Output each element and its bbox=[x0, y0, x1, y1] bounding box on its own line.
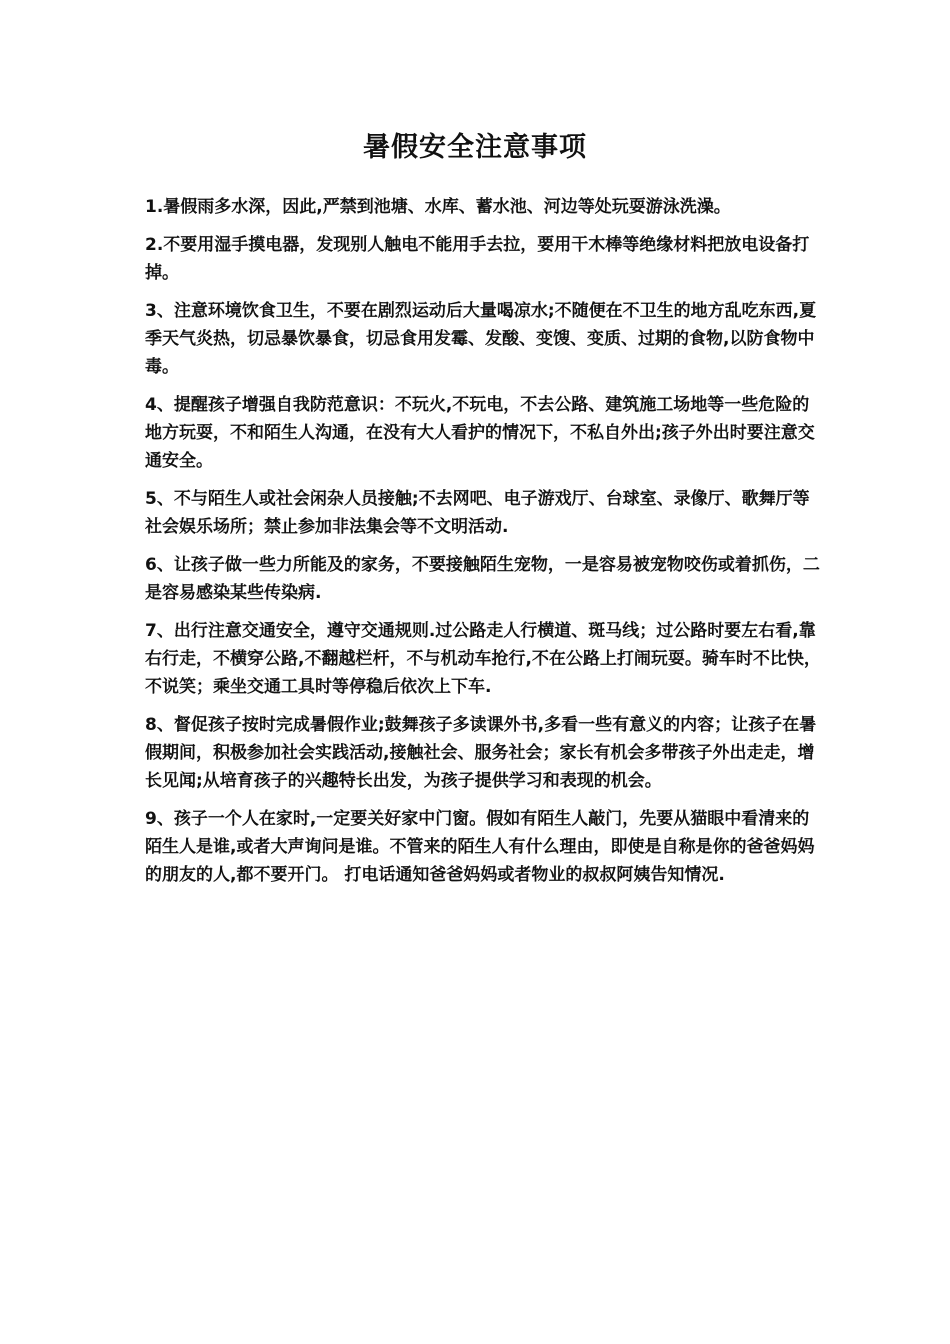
list-item: 7、出行注意交通安全，遵守交通规则.过公路走人行横道、斑马线；过公路时要左右看,靠右行走，不横穿公路,不翻越栏杆，不与机动车抢行,不在公路上打闹玩耍。骑车时不比快，不说笑；乘坐交通工具时等停稳后依次上下车. bbox=[145, 621, 821, 697]
list-item: 4、提醒孩子增强自我防范意识：不玩火,不玩电，不去公路、建筑施工场地等一些危险的地方玩耍，不和陌生人沟通，在没有大人看护的情况下，不私自外出;孩子外出时要注意交通安全。 bbox=[145, 395, 815, 471]
list-item: 9、孩子一个人在家时,一定要关好家中门窗。假如有陌生人敲门，先要从猫眼中看清来的陌生人是谁,或者大声询问是谁。不管来的陌生人有什么理由，即使是自称是你的爸爸妈妈的朋友的人,都不要开门。 打电话通知爸爸妈妈或者物业的叔叔阿姨告知情况. bbox=[145, 809, 815, 885]
document-title: 暑假安全注意事项 bbox=[363, 132, 587, 163]
list-item: 1.暑假雨多水深，因此,严禁到池塘、水库、蓄水池、河边等处玩耍游泳洗澡。 bbox=[145, 197, 731, 217]
list-item: 6、让孩子做一些力所能及的家务，不要接触陌生宠物，一是容易被宠物咬伤或着抓伤，二是容易感染某些传染病. bbox=[145, 555, 820, 603]
safety-tips-list bbox=[145, 193, 825, 899]
list-item: 3、注意环境饮食卫生，不要在剧烈运动后大量喝凉水;不随便在不卫生的地方乱吃东西,夏季天气炎热，切忌暴饮暴食，切忌食用发霉、发酸、变馊、变质、过期的食物,以防食物中毒。 bbox=[145, 301, 817, 377]
list-item: 8、督促孩子按时完成暑假作业;鼓舞孩子多读课外书,多看一些有意义的内容；让孩子在暑假期间，积极参加社会实践活动,接触社会、服务社会；家长有机会多带孩子外出走走，增长见闻;从培育孩子的兴趣特长出发，为孩子提供学习和表现的机会。 bbox=[145, 715, 817, 791]
list-item: 2.不要用湿手摸电器，发现别人触电不能用手去拉，要用干木棒等绝缘材料把放电设备打掉。 bbox=[145, 235, 810, 283]
list-item: 5、不与陌生人或社会闲杂人员接触;不去网吧、电子游戏厅、台球室、录像厅、歌舞厅等社会娱乐场所；禁止参加非法集会等不文明活动. bbox=[145, 489, 810, 537]
